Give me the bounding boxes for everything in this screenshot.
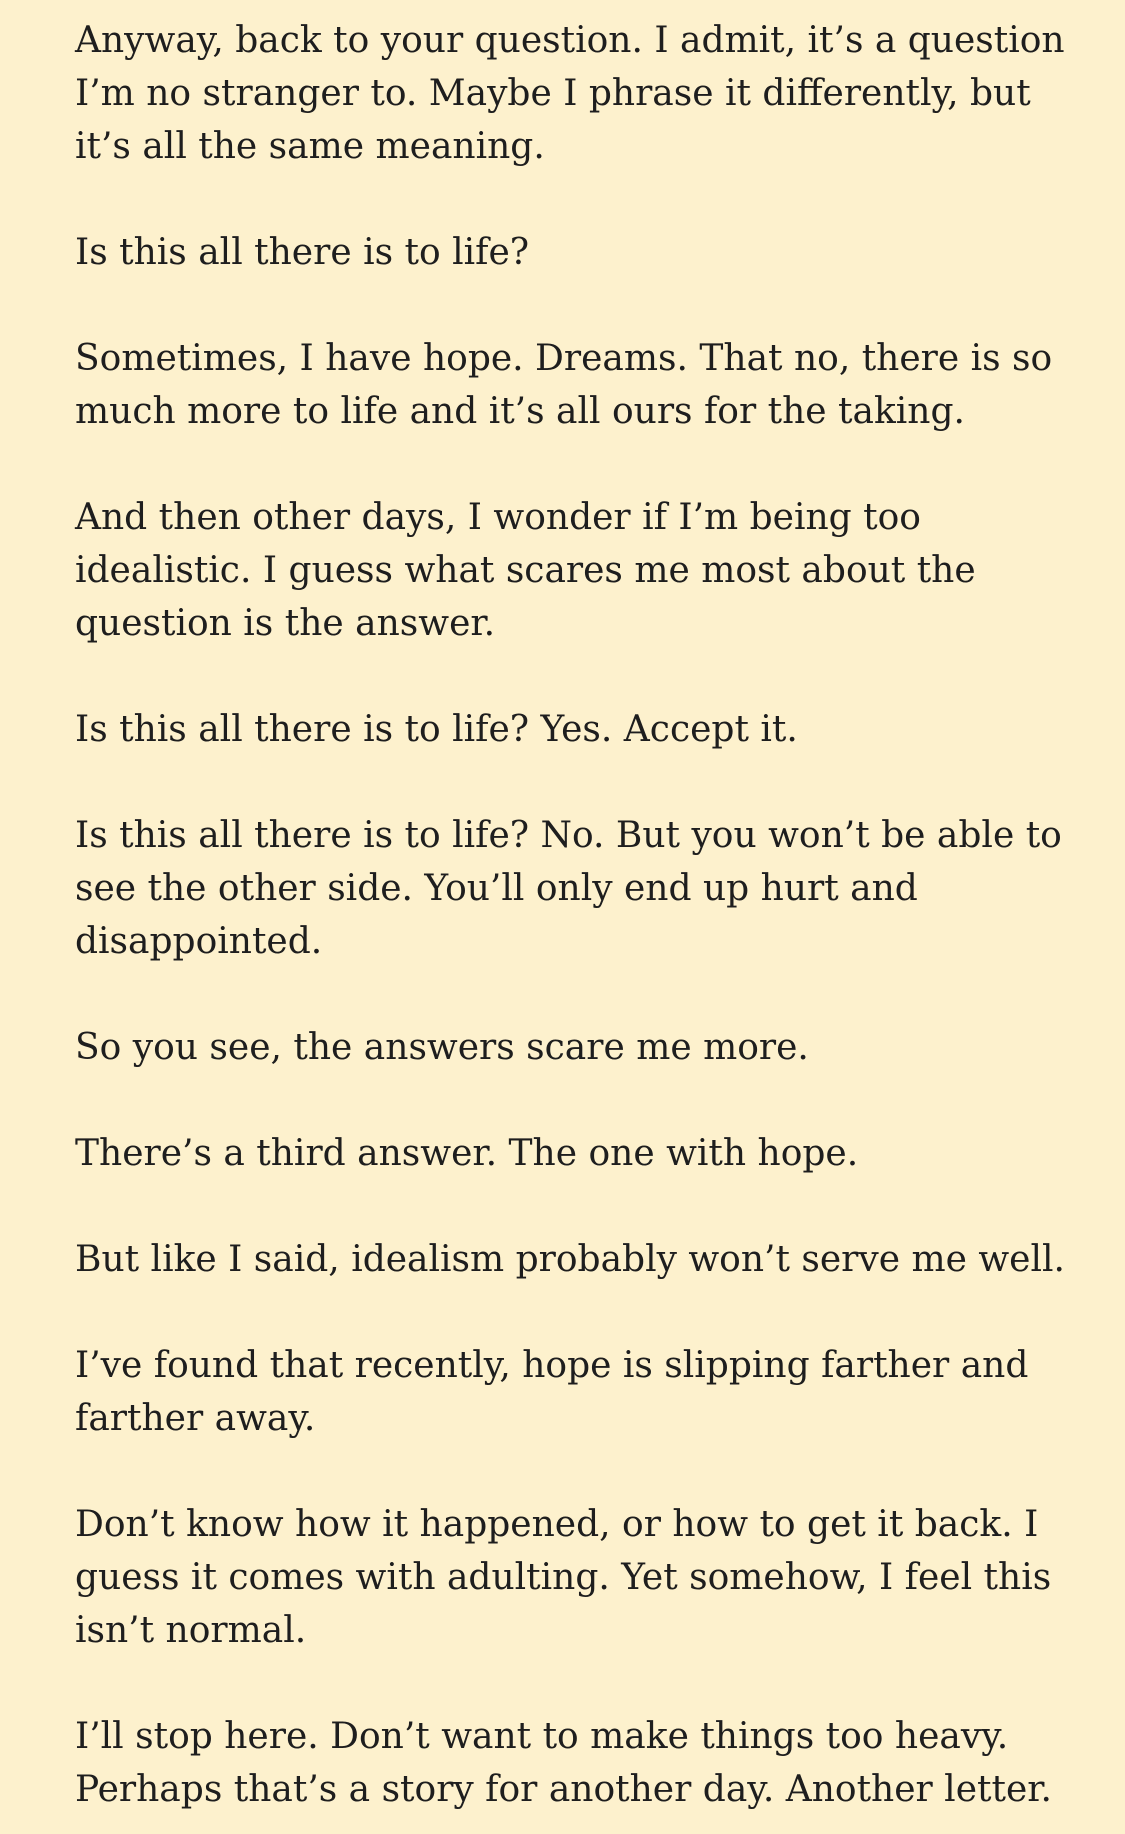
- letter-body: [75, 14, 1085, 1816]
- text-line: I’m no stranger to. Maybe I phrase it differently, but: [75, 73, 1031, 114]
- text-line: disappointed.: [75, 921, 323, 962]
- paragraph: [75, 809, 1085, 968]
- paragraph: [75, 1021, 1085, 1074]
- paragraph: [75, 14, 1085, 173]
- paragraph: [75, 1127, 1085, 1180]
- paragraph: [75, 703, 1085, 756]
- text-line: Is this all there is to life? Yes. Accept it.: [75, 709, 798, 750]
- text-line: And then other days, I wonder if I’m being too: [75, 497, 921, 538]
- text-line: it’s all the same meaning.: [75, 126, 545, 167]
- paragraph: [75, 1710, 1085, 1816]
- text-line: Don’t know how it happened, or how to get it back. I: [75, 1504, 1039, 1545]
- paragraph: [75, 332, 1085, 438]
- text-line: guess it comes with adulting. Yet somehow, I feel this: [75, 1557, 1052, 1598]
- text-line: see the other side. You’ll only end up hurt and: [75, 868, 918, 909]
- text-line: question is the answer.: [75, 603, 496, 644]
- text-line: So you see, the answers scare me more.: [75, 1027, 809, 1068]
- text-line: Is this all there is to life?: [75, 232, 530, 273]
- paragraph: [75, 1339, 1085, 1445]
- text-line: I’ll stop here. Don’t want to make things too heavy.: [75, 1716, 1009, 1757]
- text-line: much more to life and it’s all ours for the taking.: [75, 391, 965, 432]
- paragraph: [75, 226, 1085, 279]
- text-line: Anyway, back to your question. I admit, it’s a question: [75, 20, 1065, 61]
- text-line: I’ve found that recently, hope is slipping farther and: [75, 1345, 1029, 1386]
- text-line: idealistic. I guess what scares me most about the: [75, 550, 976, 591]
- paragraph: [75, 491, 1085, 650]
- text-line: Perhaps that’s a story for another day. Another letter.: [75, 1769, 1052, 1810]
- text-line: But like I said, idealism probably won’t serve me well.: [75, 1239, 1065, 1280]
- text-line: There’s a third answer. The one with hope.: [75, 1133, 859, 1174]
- text-line: Sometimes, I have hope. Dreams. That no, there is so: [75, 338, 1053, 379]
- paragraph: [75, 1498, 1085, 1657]
- paragraph: [75, 1233, 1085, 1286]
- text-line: farther away.: [75, 1398, 316, 1439]
- text-line: Is this all there is to life? No. But you won’t be able to: [75, 815, 1062, 856]
- text-line: isn’t normal.: [75, 1610, 307, 1651]
